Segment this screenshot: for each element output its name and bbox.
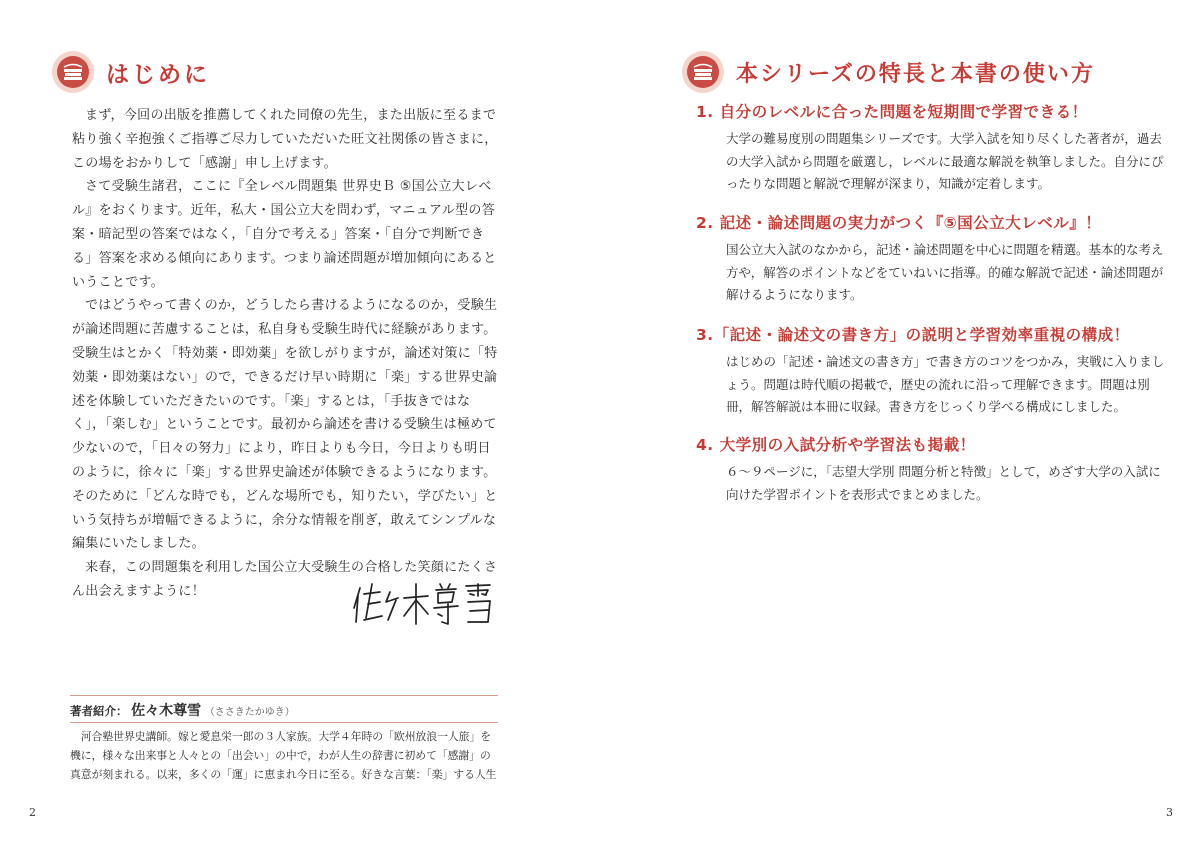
- author-divider-top: [70, 695, 498, 696]
- section-heading-features: [682, 51, 1095, 93]
- section-heading-intro: [52, 51, 210, 93]
- feature-title: 2. 記述・論述問題の実力がつく『⑤国公立大レベル』！: [696, 214, 1102, 232]
- paragraph: 来春，この問題集を利用した国公立大受験生の合格した笑顔にたくさん出会えますように！: [72, 560, 498, 599]
- feature-item: [696, 323, 1172, 419]
- feature-title: 3.「記述・論述文の書き方」の説明と学習効率重視の構成！: [696, 326, 1130, 344]
- right-page: [600, 0, 1200, 851]
- page-title: 本シリーズの特長と本書の使い方: [736, 61, 1095, 87]
- book-stack-icon: [682, 51, 724, 93]
- feature-item: [696, 211, 1172, 307]
- page-number: 2: [29, 806, 36, 819]
- feature-item: [696, 433, 1172, 506]
- paragraph: さて受験生諸君，ここに『全レベル問題集 世界史Ｂ ⑤国公立大レベル』をおくります。近年，私大・国公立大を問わず，マニュアル型の答案・暗記型の答案ではなく，「自分で考える」答案・「自分で判断できる」答案を求める傾向にあります。つまり論述問題が増加傾向にあるということです。: [72, 179, 497, 290]
- feature-body: はじめの「記述・論述文の書き方」で書き方のコツをつかみ，実戦に入りましょう。問題は時代順の掲載で，歴史の流れに沿って理解できます。問題は別冊，解答解説は本冊に収録。書き方をじっくり学べる構成にしました。: [726, 354, 1165, 415]
- author-name: 佐々木尊雪: [131, 703, 202, 719]
- feature-title: 1. 自分のレベルに合った問題を短期間で学習できる！: [696, 103, 1088, 121]
- feature-body: 大学の難易度別の問題集シリーズです。大学入試を知り尽くした著者が，過去の大学入試から問題を厳選し，レベルに最適な解説を執筆しました。自分にぴったりな問題と解説で理解が深まり，知識が定着します。: [726, 131, 1164, 192]
- author-bio: [70, 727, 500, 784]
- handwritten-signature: [350, 578, 500, 634]
- author-name-kana: （ささきたかゆき）: [204, 707, 295, 718]
- intro-body: [72, 104, 502, 604]
- author-label: 著者紹介：: [70, 704, 128, 718]
- book-stack-icon: [52, 51, 94, 93]
- feature-item: [696, 100, 1172, 196]
- feature-title: 4. 大学別の入試分析や学習法も掲載！: [696, 436, 976, 454]
- page-title: はじめに: [106, 61, 210, 88]
- author-bio-text: 河合塾世界史講師。嫁と愛息栄一郎の３人家族。大学４年時の「欧州放浪一人旅」を機に，様々な出来事と人々との「出会い」の中で，わが人生の辞書に初めて「感謝」の真意が刻まれる。以来，多くの「運」に恵まれ今日に至る。好きな言葉：「楽」する人生: [70, 730, 497, 781]
- page-number: 3: [1166, 806, 1173, 819]
- paragraph: ではどうやって書くのか，どうしたら書けるようになるのか，受験生が論述問題に苦慮することは，私自身も受験生時代に経験があります。受験生はとかく「特効薬・即効薬」を欲しがりますが，論述対策に「特効薬・即効薬はない」ので，できるだけ早い時期に「楽」する世界史論述を体験していただきたいのです。「楽」するとは，「手抜きではなく」，「楽しむ」ということです。最初から論述を書ける受験生は極めて少ないので，「日々の努力」により，昨日よりも今日，今日よりも明日のように，徐々に「楽」する世界史論述が体験できるようになります。そのために「どんな時でも，どんな場所でも，知りたい，学びたい」という気持ちが増幅できるように，余分な情報を削ぎ，敢えてシンプルな編集にいたしました。: [72, 298, 498, 552]
- author-heading: [70, 700, 295, 720]
- author-divider-bottom: [70, 722, 498, 723]
- paragraph: まず，今回の出版を推薦してくれた同僚の先生，また出版に至るまで粘り強く辛抱強くご指導ご尽力していただいた旺文社関係の皆さまに，この場をおかりして「感謝」申し上げます。: [72, 108, 498, 171]
- feature-body: 国公立大入試のなかから，記述・論述問題を中心に問題を精選。基本的な考え方や，解答のポイントなどをていねいに指導。的確な解説で記述・論述問題が解けるようになります。: [726, 242, 1164, 303]
- feature-body: ６～９ページに，「志望大学別 問題分析と特徴」として，めざす大学の入試に向けた学習ポイントを表形式でまとめました。: [726, 464, 1161, 502]
